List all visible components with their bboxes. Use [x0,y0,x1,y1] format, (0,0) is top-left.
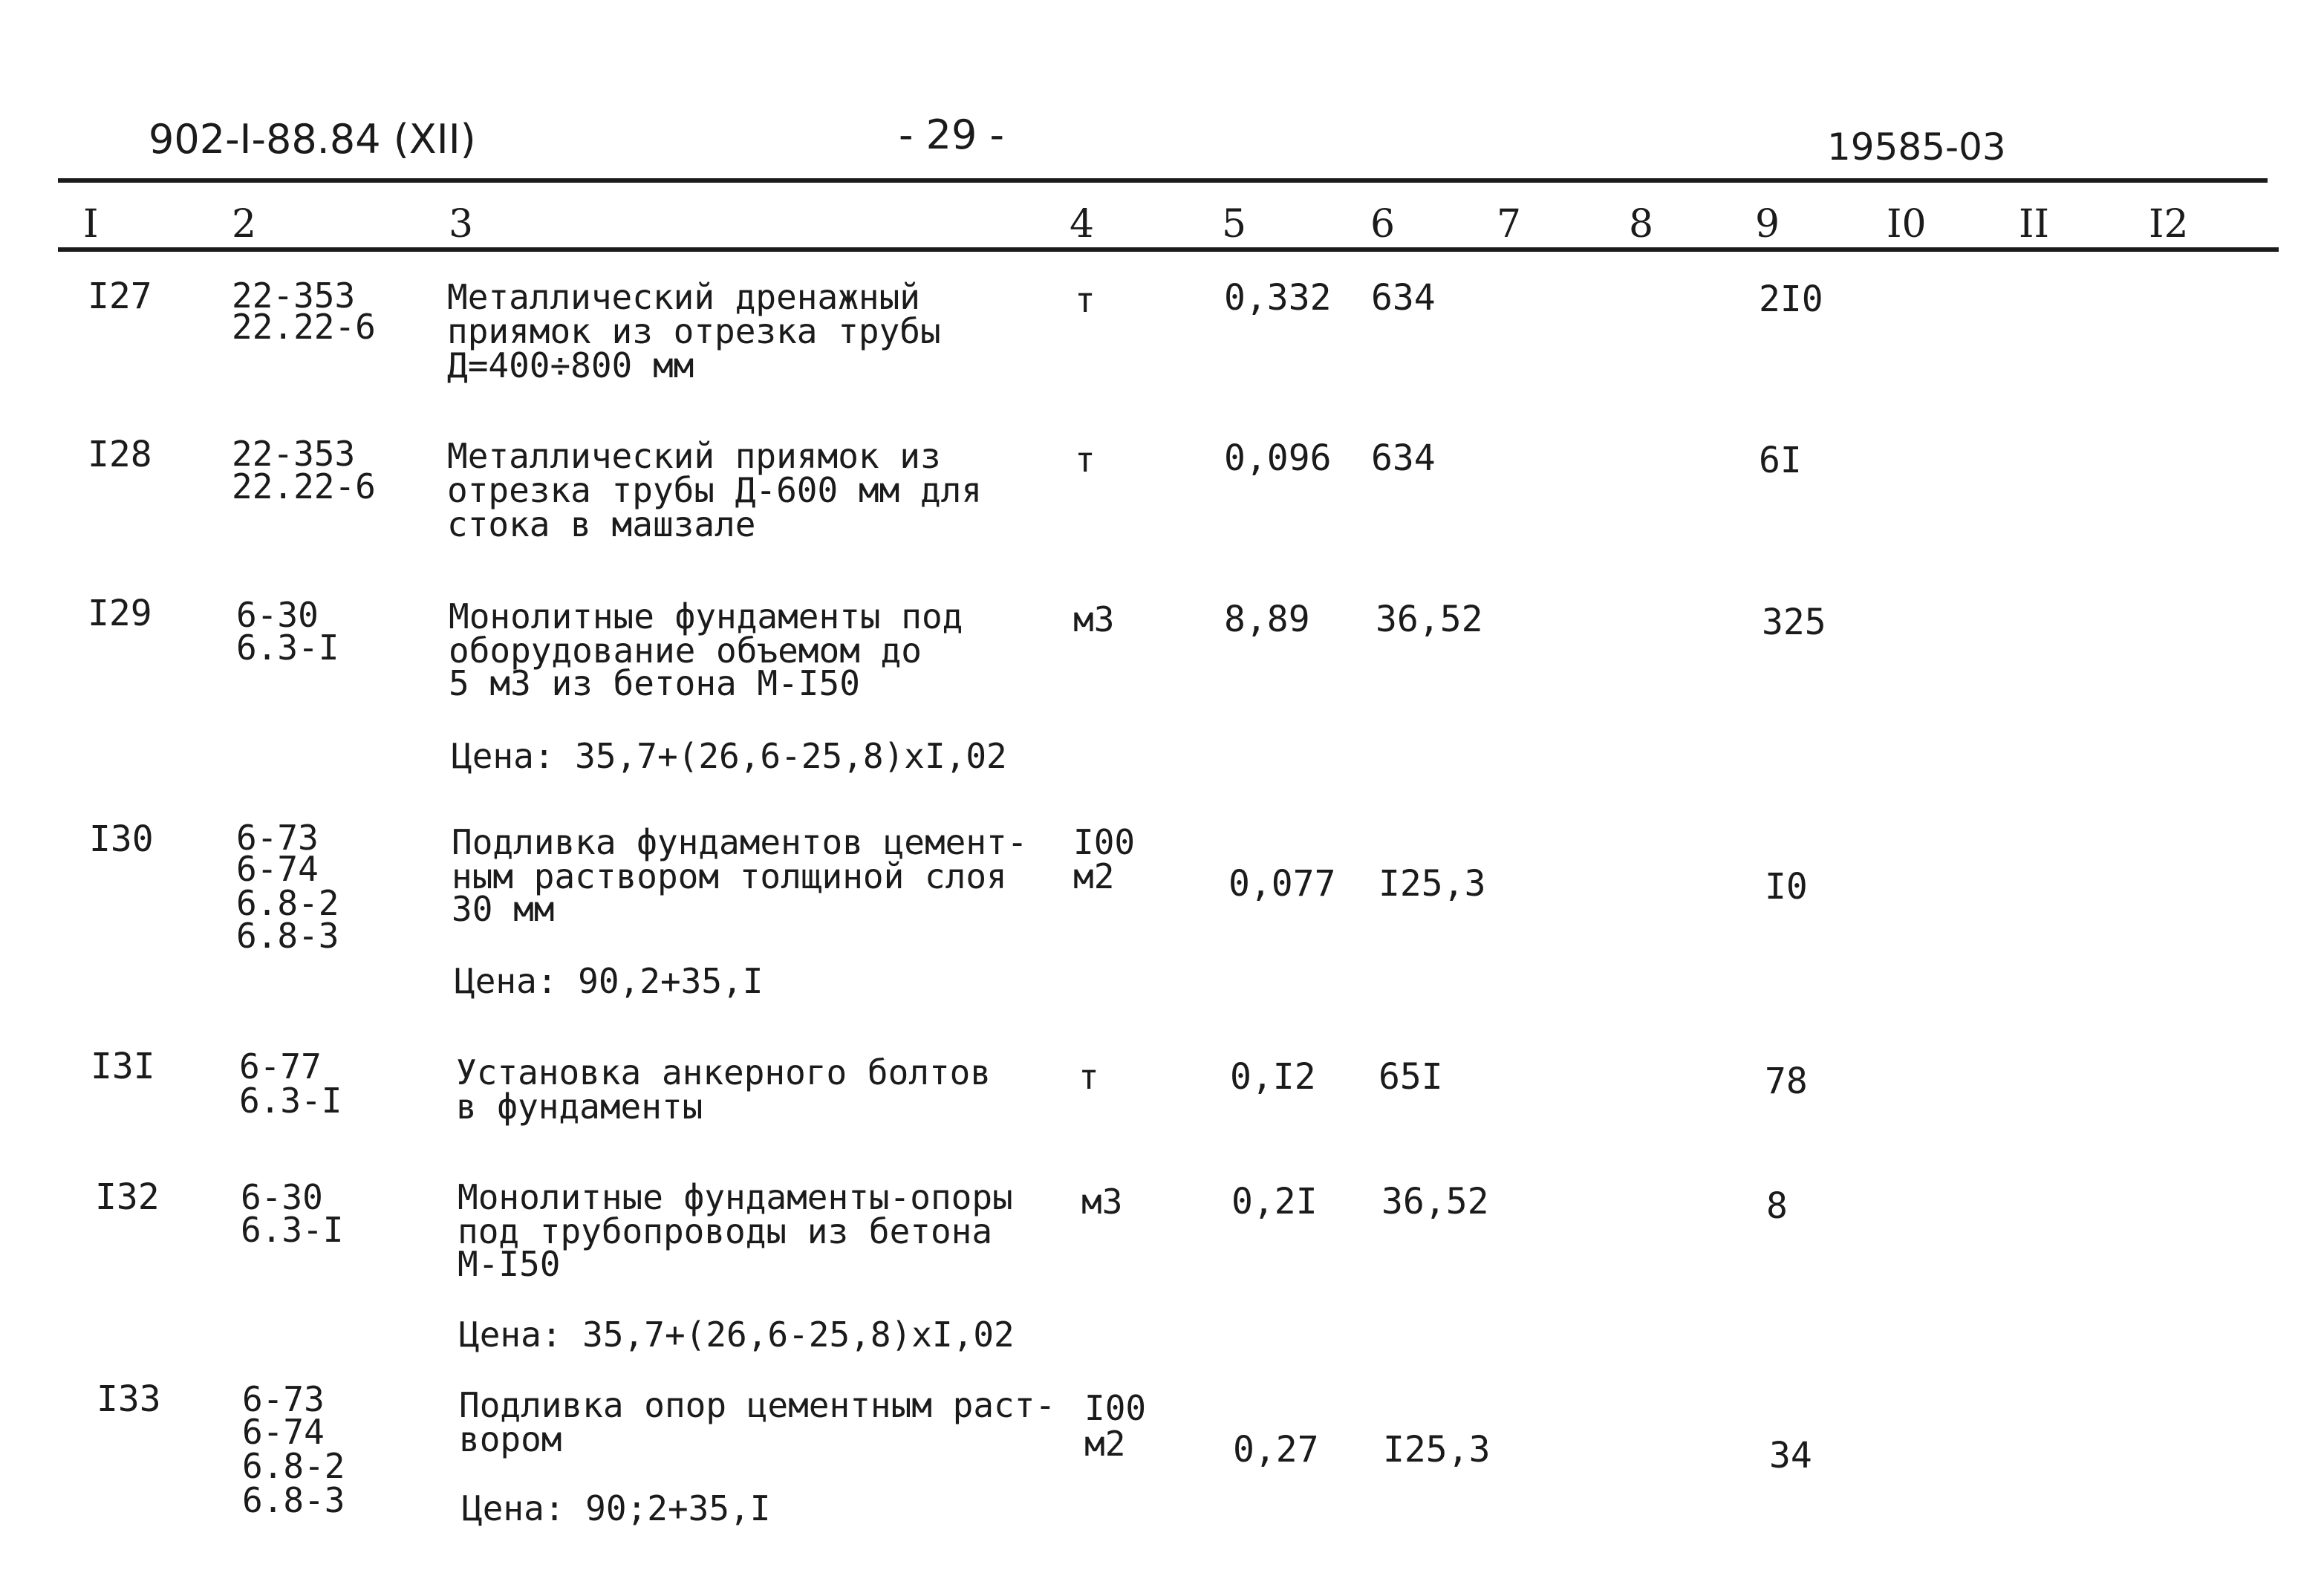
total-cost: 8 [1766,1185,1788,1227]
row-number: I28 [88,434,152,475]
row-number: I33 [97,1378,161,1420]
row-number: I29 [88,593,152,634]
table-header-rule [58,247,2279,252]
norm-code: 6.3-I [241,1210,344,1250]
norm-code: 6-74 [236,849,319,889]
total-cost: 2I0 [1759,279,1823,320]
quantity: 0,2I [1231,1181,1318,1222]
norm-code: 22.22-6 [232,307,376,347]
description-line: Монолитные фундаменты под [449,596,963,636]
description-line: 30 мм [452,889,555,929]
price-formula: Цена: 35,7+(26,6-25,8)xI,02 [452,736,1007,776]
total-cost: 6I [1759,440,1802,481]
norm-code: 6.8-2 [242,1446,345,1486]
norm-code: 6-30 [241,1177,323,1217]
row-number: I27 [88,276,152,317]
column-number: 6 [1370,202,1396,247]
description-line: Подливка фундаментов цемент- [452,822,1028,862]
unit: м3 [1073,599,1115,639]
description-line: Подливка опор цементным раст- [459,1385,1056,1425]
norm-code: 6.8-3 [242,1480,345,1520]
norm-code: 6.8-2 [236,883,339,923]
norm-code: 6.8-3 [236,916,339,956]
unit-rate: I25,3 [1379,863,1486,905]
description-line: стока в машзале [447,504,756,544]
unit-rate: I25,3 [1383,1429,1491,1470]
total-cost: 78 [1765,1061,1808,1102]
description-line: Установка анкерного болтов [456,1052,992,1092]
column-number: I [83,202,99,247]
quantity: 0,I2 [1230,1056,1316,1098]
price-formula: Цена: 90;2+35,I [462,1488,771,1528]
description-line: оборудование объемом до [449,631,922,671]
unit-rate: 634 [1371,437,1436,479]
row-number: I3I [91,1046,155,1087]
column-number: 5 [1222,202,1247,247]
norm-code: 6.3-I [236,628,339,668]
quantity: 8,89 [1224,599,1310,640]
total-cost: 34 [1769,1435,1812,1476]
norm-code: 6-73 [236,818,319,858]
norm-code: 6-74 [242,1412,325,1452]
description-line: Металлический приямок из [447,436,941,476]
unit: I00 [1084,1388,1147,1428]
quantity: 0,096 [1224,437,1332,479]
unit: м3 [1081,1182,1123,1222]
description-line: вором [459,1419,562,1459]
total-cost: 325 [1762,602,1826,643]
column-number: 4 [1070,202,1095,247]
quantity: 0,332 [1224,277,1332,319]
description-line: М-I50 [458,1244,561,1284]
description-line: отрезка трубы Д-600 мм для [447,470,983,510]
total-cost: I0 [1765,866,1808,908]
norm-code: 6-30 [236,595,319,635]
description-line: 5 м3 из бетона М-I50 [449,663,860,703]
price-formula: Цена: 90,2+35,I [455,961,764,1001]
unit: I00 [1073,822,1136,862]
norm-code: 6-77 [239,1046,322,1087]
description-line: Металлический дренажный [447,277,920,317]
unit-rate: 36,52 [1381,1181,1489,1222]
column-number: I2 [2149,202,2189,247]
unit: т [1078,1057,1099,1097]
row-number: I30 [89,818,154,860]
description-line: ным раствором толщиной слоя [452,856,1007,896]
unit: м2 [1073,856,1115,896]
row-number: I32 [95,1176,160,1218]
quantity: 0,077 [1228,863,1336,905]
description-line: под трубопроводы из бетона [458,1211,993,1251]
unit: т [1075,440,1096,480]
norm-code: 6-73 [242,1379,325,1419]
document-code: 902-I-88.84 (XII) [149,116,476,163]
norm-code: 22-353 [232,434,356,474]
column-number: 7 [1497,202,1522,247]
column-number: 8 [1629,202,1654,247]
column-number: 2 [232,202,257,247]
unit-rate: 634 [1371,277,1436,319]
sheet-id: 19585-03 [1827,126,2006,169]
norm-code: 22.22-6 [232,466,376,507]
page-number: - 29 - [899,111,1005,158]
column-number: II [2019,202,2050,247]
unit: т [1075,280,1096,320]
description-line: приямок из отрезка трубы [447,311,941,351]
norm-code: 22-353 [232,276,356,316]
unit-rate: 36,52 [1376,599,1483,640]
column-number: I0 [1887,202,1927,247]
table-top-rule [58,178,2268,183]
column-number: 3 [449,202,474,247]
description-line: в фундаменты [456,1087,703,1127]
description-line: Д=400÷800 мм [447,345,694,385]
column-number: 9 [1755,202,1780,247]
norm-code: 6.3-I [239,1081,342,1121]
description-line: Монолитные фундаменты-опоры [458,1177,1013,1217]
unit: м2 [1084,1424,1126,1464]
unit-rate: 65I [1379,1056,1443,1098]
price-formula: Цена: 35,7+(26,6-25,8)xI,02 [459,1315,1015,1355]
quantity: 0,27 [1233,1429,1319,1470]
